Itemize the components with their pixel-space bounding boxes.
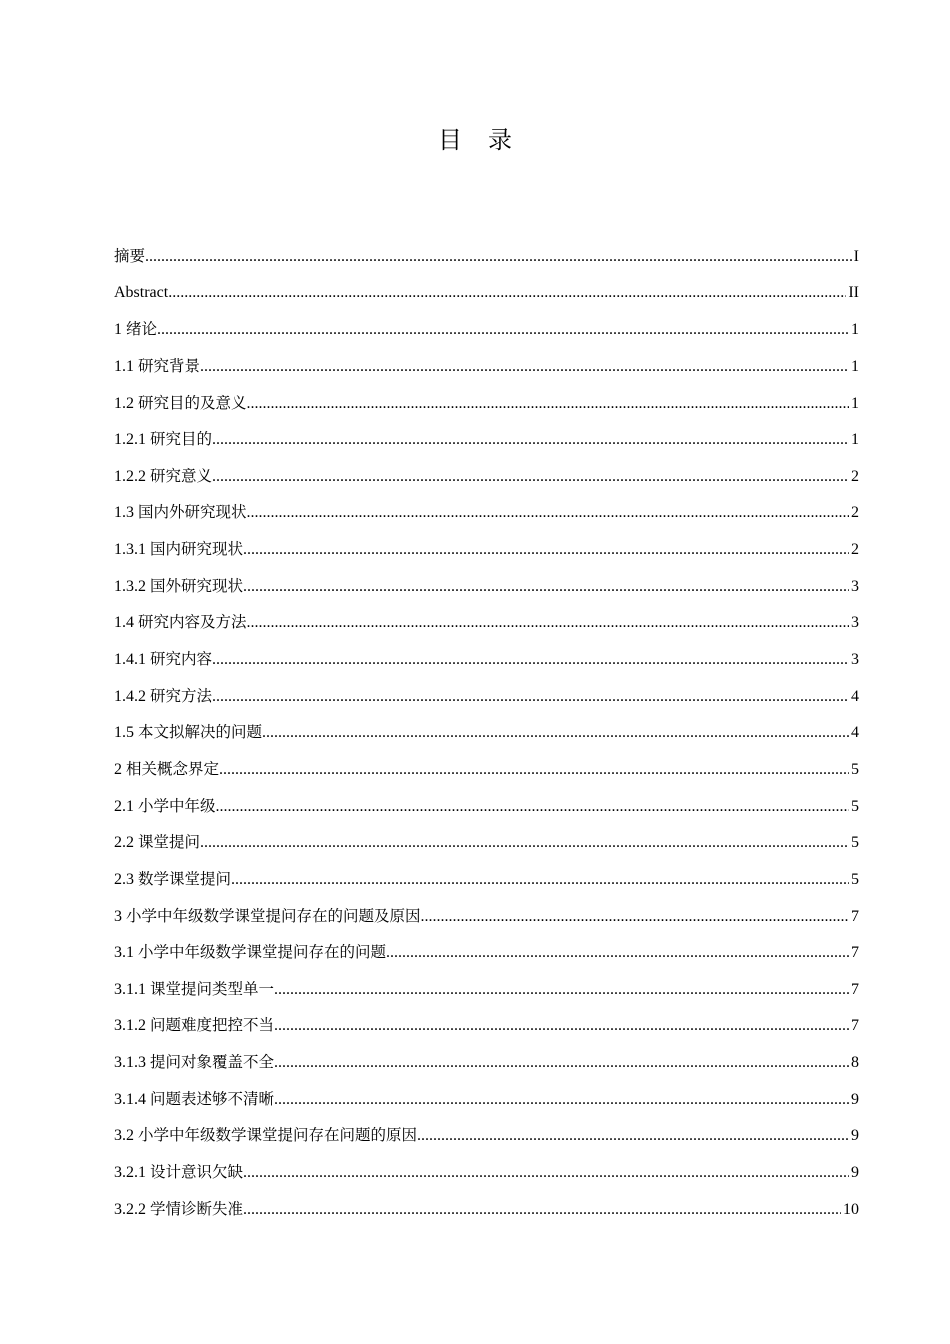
toc-entry-page: 1 (851, 431, 859, 449)
toc-entry-page: 5 (851, 834, 859, 852)
toc-dot-leader (274, 972, 849, 1008)
toc-entry-page: 1 (851, 321, 859, 339)
toc-entry-text: 小学中年级 (138, 796, 216, 815)
toc-entry-number: 2.1 (114, 797, 138, 815)
toc-entry-page: 7 (851, 1017, 859, 1035)
toc-entry-number: 1.3.1 (114, 541, 150, 559)
toc-dot-leader (200, 825, 849, 861)
toc-dot-leader (247, 386, 849, 422)
toc-entry-text: 国外研究现状 (150, 576, 244, 595)
toc-entry-page: 9 (851, 1090, 859, 1108)
toc-entry-page: 9 (851, 1164, 859, 1182)
toc-entry-text: 本文拟解决的问题 (138, 723, 263, 742)
toc-entry-label (114, 385, 247, 422)
toc-entry-text: 研究背景 (138, 356, 201, 375)
toc-entry-number: 1.2.1 (114, 431, 150, 449)
toc-entry-number: 1 (114, 321, 126, 339)
toc-entry-page: 1 (851, 394, 859, 412)
toc-dot-leader (145, 239, 852, 275)
toc-entry-page: 5 (851, 760, 859, 778)
toc-entry[interactable] (114, 1044, 859, 1081)
toc-entry[interactable] (114, 1081, 859, 1118)
toc-entry-number: 1.1 (114, 357, 138, 375)
toc-dot-leader (212, 642, 849, 678)
toc-entry-text: 国内研究现状 (150, 540, 244, 559)
toc-entry-page: I (853, 248, 859, 265)
toc-entry-label (114, 421, 212, 458)
toc-entry-text: 研究目的及意义 (138, 393, 247, 412)
toc-entry-text: 小学中年级数学课堂提问存在的问题 (138, 943, 387, 962)
toc-entry-label (114, 494, 247, 531)
toc-entry-text: 数学课堂提问 (138, 869, 232, 888)
toc-entry-number: 1.4.1 (114, 651, 150, 669)
toc-entry-label (114, 531, 243, 568)
toc-dot-leader (243, 1192, 841, 1228)
table-of-contents (114, 238, 859, 1227)
toc-entry-label (114, 275, 168, 312)
toc-entry-text: 研究内容 (150, 650, 213, 669)
toc-entry[interactable] (114, 971, 859, 1008)
toc-entry-page: 4 (851, 687, 859, 705)
toc-entry-number: 1.3 (114, 504, 138, 522)
toc-entry-text: 研究意义 (150, 466, 213, 485)
toc-entry-page: 3 (851, 614, 859, 632)
toc-entry-label (114, 788, 216, 825)
toc-entry-page: 3 (851, 651, 859, 669)
toc-entry-label (114, 751, 219, 788)
toc-dot-leader (274, 1045, 849, 1081)
toc-entry-number: 3.2.2 (114, 1200, 150, 1218)
toc-entry-label (114, 641, 212, 678)
toc-entry[interactable] (114, 824, 859, 861)
toc-entry[interactable] (114, 1117, 859, 1154)
toc-dot-leader (421, 899, 849, 935)
title-char: 目 (438, 126, 462, 154)
toc-entry-page: 5 (851, 797, 859, 815)
toc-dot-leader (231, 862, 849, 898)
toc-entry-page: 8 (851, 1054, 859, 1072)
toc-entry-text: 研究方法 (150, 686, 213, 705)
toc-dot-leader (212, 679, 849, 715)
toc-entry-label (114, 604, 247, 641)
toc-entry[interactable] (114, 275, 859, 312)
toc-entry-text: 研究内容及方法 (138, 613, 247, 632)
toc-entry[interactable] (114, 494, 859, 531)
toc-entry-text: 研究目的 (150, 430, 213, 449)
toc-entry-text: 提问对象覆盖不全 (150, 1053, 275, 1072)
toc-entry[interactable] (114, 898, 859, 935)
toc-entry-text: 相关概念界定 (126, 759, 220, 778)
toc-entry[interactable] (114, 604, 859, 641)
toc-entry-page: 1 (851, 357, 859, 375)
toc-entry-page: 5 (851, 870, 859, 888)
toc-dot-leader (216, 789, 849, 825)
toc-entry-number: 1.4 (114, 614, 138, 632)
toc-entry-page: 4 (851, 724, 859, 742)
toc-entry-number: 3.1.2 (114, 1017, 150, 1035)
toc-entry[interactable] (114, 1154, 859, 1191)
toc-entry-number: 3.2 (114, 1127, 138, 1145)
toc-entry-page: 7 (851, 980, 859, 998)
toc-dot-leader (157, 312, 849, 348)
toc-entry-number: 3.2.1 (114, 1164, 150, 1182)
toc-dot-leader (243, 532, 849, 568)
toc-entry-label (114, 1044, 274, 1081)
toc-entry-text: 问题难度把控不当 (150, 1016, 275, 1035)
toc-entry-label (114, 1191, 243, 1228)
toc-entry[interactable] (114, 458, 859, 495)
toc-entry-page: 3 (851, 577, 859, 595)
toc-entry-page: 7 (851, 907, 859, 925)
toc-entry-page: 2 (851, 541, 859, 559)
toc-entry[interactable] (114, 788, 859, 825)
toc-entry-label (114, 1007, 274, 1044)
toc-dot-leader (219, 752, 849, 788)
toc-entry-label (114, 1117, 417, 1154)
toc-entry-number: 3.1.3 (114, 1054, 150, 1072)
toc-entry-text: 小学中年级数学课堂提问存在的问题及原因 (126, 906, 421, 925)
toc-entry-label (114, 1154, 243, 1191)
toc-entry[interactable] (114, 1007, 859, 1044)
toc-dot-leader (212, 459, 849, 495)
toc-entry-number: 2 (114, 760, 126, 778)
toc-entry-label (114, 238, 145, 275)
toc-entry-label (114, 861, 231, 898)
toc-entry-label (114, 971, 274, 1008)
toc-entry-page: 10 (843, 1200, 859, 1218)
toc-entry[interactable] (114, 348, 859, 385)
toc-entry[interactable] (114, 751, 859, 788)
toc-dot-leader (417, 1118, 849, 1154)
toc-entry-page: 7 (851, 944, 859, 962)
toc-entry-number: 3.1.4 (114, 1090, 150, 1108)
toc-dot-leader (247, 495, 849, 531)
toc-entry-number: 1.5 (114, 724, 138, 742)
toc-entry-number: 1.3.2 (114, 577, 150, 595)
toc-entry-text: 课堂提问 (138, 833, 201, 852)
toc-entry-number: 1.2.2 (114, 467, 150, 485)
toc-entry-label (114, 714, 262, 751)
toc-dot-leader (200, 349, 849, 385)
toc-dot-leader (212, 422, 849, 458)
toc-entry-number: 3.1.1 (114, 980, 150, 998)
toc-dot-leader (168, 275, 846, 312)
toc-entry[interactable] (114, 238, 859, 275)
toc-entry-text: 问题表述够不清晰 (150, 1089, 275, 1108)
toc-entry-page: 2 (851, 467, 859, 485)
toc-entry[interactable] (114, 714, 859, 751)
toc-entry[interactable] (114, 531, 859, 568)
toc-dot-leader (243, 569, 849, 605)
toc-entry-number: 3 (114, 907, 126, 925)
toc-entry-text: 学情诊断失准 (150, 1199, 244, 1218)
toc-entry[interactable] (114, 934, 859, 971)
toc-entry[interactable] (114, 641, 859, 678)
toc-entry-label (114, 678, 212, 715)
toc-entry-number: 3.1 (114, 944, 138, 962)
page-title (0, 122, 950, 158)
toc-entry-text: 绪论 (126, 320, 158, 339)
toc-entry-page: II (848, 283, 859, 301)
toc-entry-label (114, 458, 212, 495)
toc-entry-number: 2.3 (114, 870, 138, 888)
toc-entry-text: Abstract (114, 283, 169, 301)
toc-dot-leader (274, 1082, 849, 1118)
toc-entry[interactable] (114, 568, 859, 605)
toc-entry-label (114, 568, 243, 605)
toc-dot-leader (262, 715, 849, 751)
toc-dot-leader (243, 1155, 849, 1191)
toc-dot-leader (274, 1008, 849, 1044)
toc-entry[interactable] (114, 421, 859, 458)
toc-entry-label (114, 824, 200, 861)
toc-entry-label (114, 311, 157, 348)
toc-entry-number: 1.4.2 (114, 687, 150, 705)
toc-entry-text: 设计意识欠缺 (150, 1163, 244, 1182)
toc-dot-leader (386, 935, 849, 971)
toc-entry-text: 摘要 (114, 247, 146, 265)
toc-entry-number: 2.2 (114, 834, 138, 852)
toc-entry[interactable] (114, 678, 859, 715)
toc-entry-label (114, 934, 386, 971)
toc-dot-leader (247, 605, 849, 641)
toc-entry-text: 课堂提问类型单一 (150, 979, 275, 998)
toc-entry-text: 小学中年级数学课堂提问存在问题的原因 (138, 1126, 418, 1145)
toc-entry-text: 国内外研究现状 (138, 503, 247, 522)
title-char: 录 (488, 126, 512, 154)
toc-entry[interactable] (114, 385, 859, 422)
toc-entry[interactable] (114, 1191, 859, 1228)
toc-entry-number: 1.2 (114, 394, 138, 412)
toc-entry-page: 9 (851, 1127, 859, 1145)
toc-entry-label (114, 898, 421, 935)
toc-entry[interactable] (114, 311, 859, 348)
toc-entry[interactable] (114, 861, 859, 898)
toc-entry-page: 2 (851, 504, 859, 522)
toc-entry-label (114, 348, 200, 385)
toc-entry-label (114, 1081, 274, 1118)
